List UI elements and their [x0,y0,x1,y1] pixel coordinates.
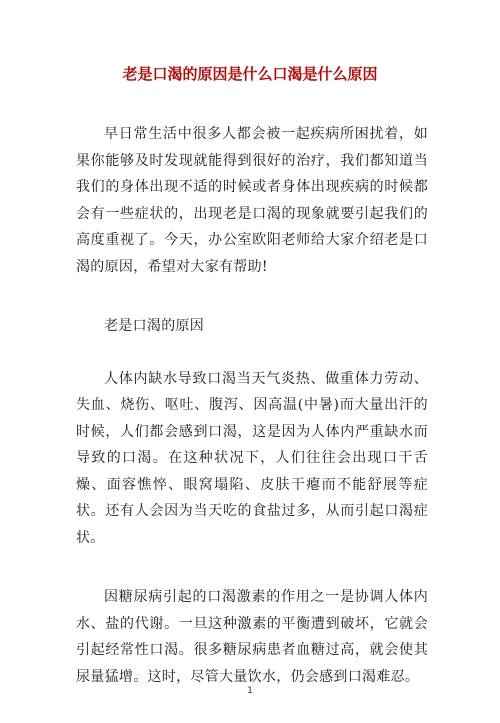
intro-paragraph: 早日常生活中很多人都会被一起疾病所困扰着，如果你能够及时发现就能得到很好的治疗，我们都知道当我们的身体出现不适的时候或者身体出现疾病的时候都会有一些症状的，出现老是口渴的现象就要引起我们的高度重视了。今天，办公室欧阳老师给大家介绍老是口渴的原因，希望对大家有帮助! [76,126,428,275]
dehydration-paragraph: 人体内缺水导致口渴当天气炎热、做重体力劳动、失血、烧伤、呕吐、腹泻、因高温(中暑)而大量出汗的时候，人们都会感到口渴，这是因为人体内严重缺水而导致的口渴。在这种状况下，人们往往会出现口干舌燥、面容憔悴、眼窝塌陷、皮肤干瘪而不能舒展等症状。还有人会因为当天吃的食盐过多，从而引起口渴症状。 [76,370,428,546]
section-heading: 老是口渴的原因 [104,318,205,334]
diabetes-paragraph: 因糖尿病引起的口渴激素的作用之一是协调人体内水、盐的代谢。一旦这种激素的平衡遭到破坏，它就会引起经常性口渴。很多糖尿病患者血糖过高，就会使其尿量猛增。这时，尽管大量饮水，仍会感到口渴难忍。 [76,589,428,685]
document-body [76,121,428,723]
page-number: 1 [247,686,253,696]
document-title: 老是口渴的原因是什么口渴是什么原因 [122,65,378,83]
